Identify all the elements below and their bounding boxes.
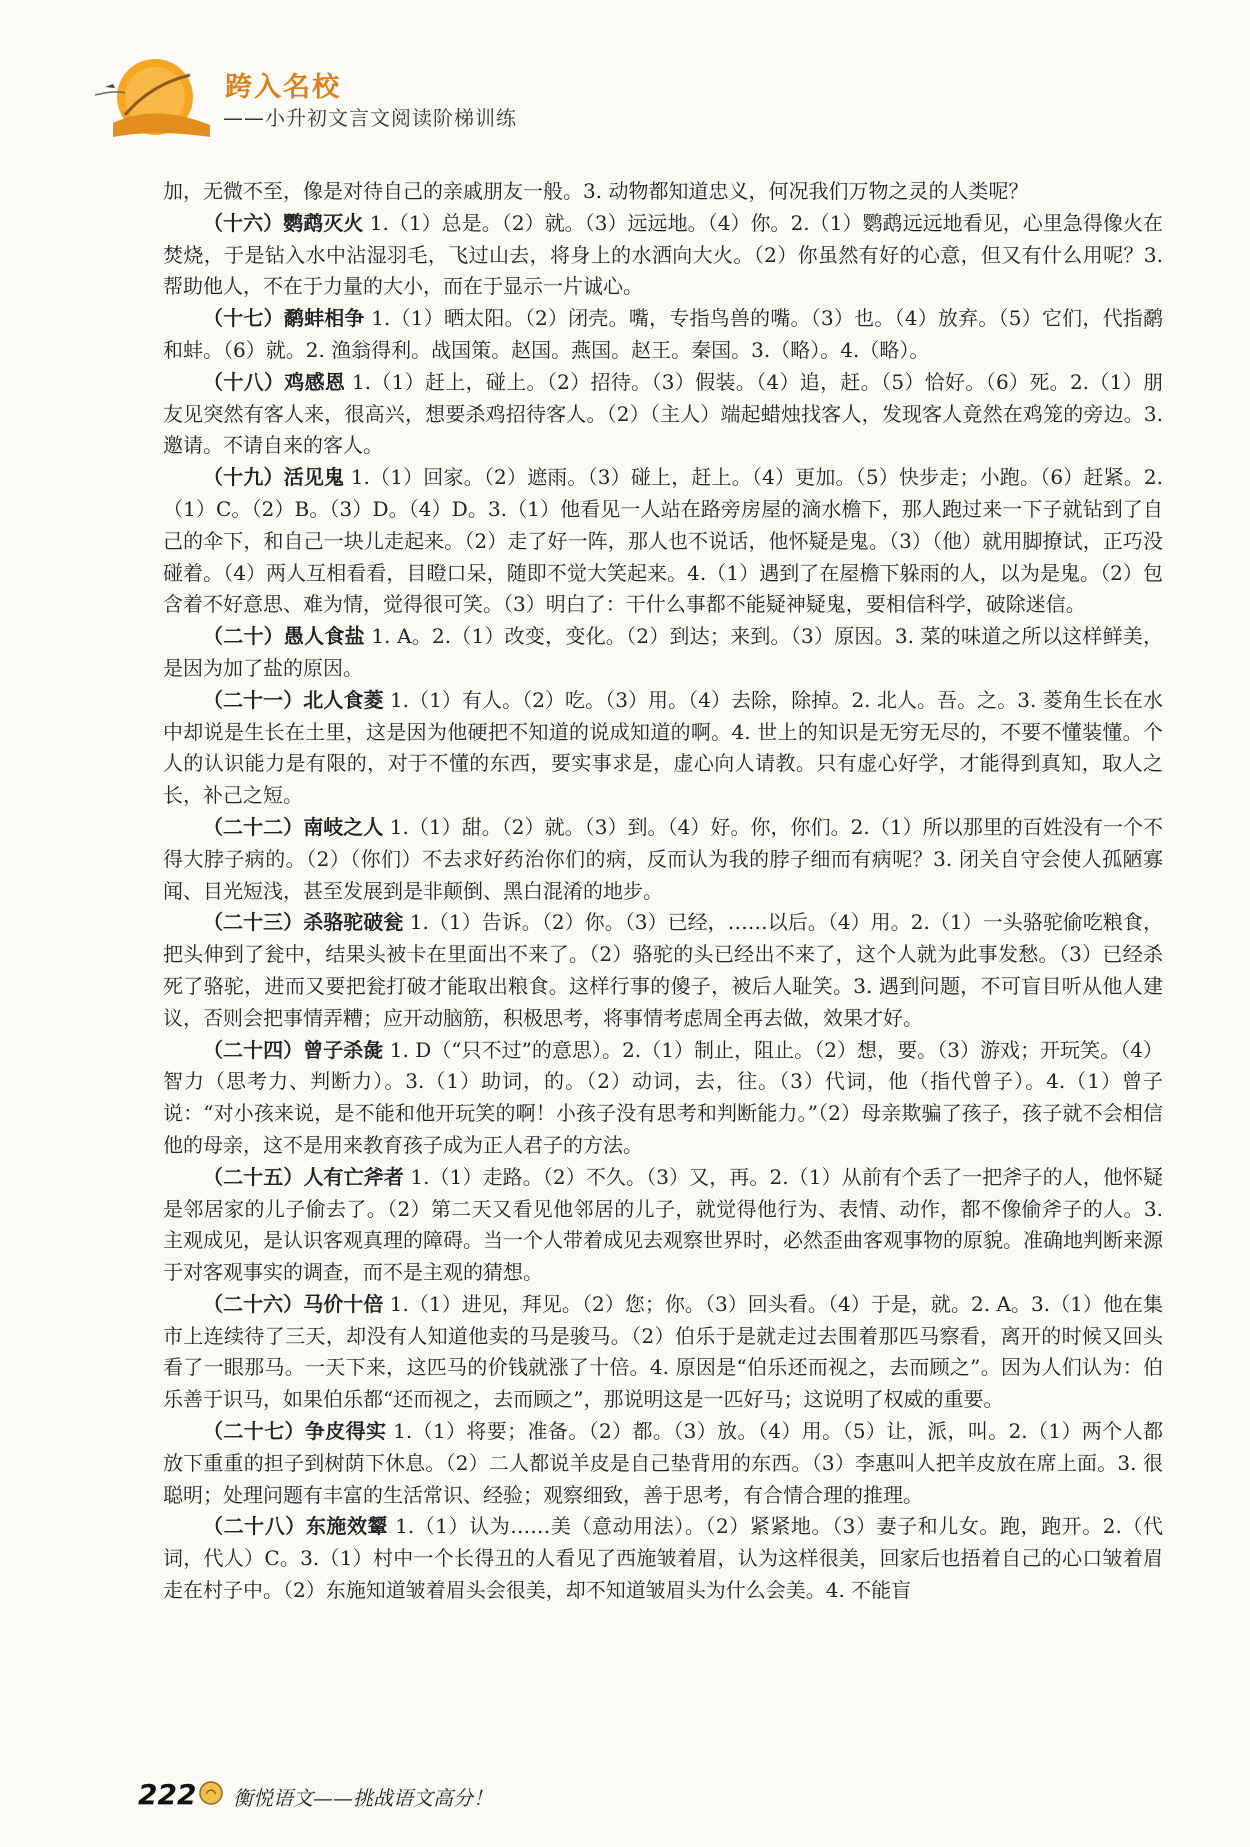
entry-heading: （十六）鹦鹉灭火 — [203, 210, 364, 235]
entry-heading: （二十二）南岐之人 — [203, 814, 384, 839]
answer-entry: （二十八）东施效颦 1.（1）认为……美（意动用法）。（2）紧紧地。（3）妻子和儿女。跑，跑开。2.（代词，代人）C。3.（1）村中一个长得丑的人看见了西施皱着眉，认为这样很美，回家后也捂着自己的心口皱着眉走在村子中。（2）东施知道皱着眉头会很美，却不知道皱眉头为什么会美。4. 不能盲 — [163, 1514, 1164, 1603]
answer-entry: （二十二）南岐之人 1.（1）甜。（2）就。（3）到。（4）好。你，你们。2.（1）所以那里的百姓没有一个不得大脖子病的。（2）（你们）不去求好药治你们的病，反而认为我的脖子细而有病呢？3. 闭关自守会使人孤陋寡闻、目光短浅，甚至发展到是非颠倒、黑白混淆的地步。 — [163, 814, 1164, 903]
answer-entry: （二十一）北人食菱 1.（1）有人。（2）吃。（3）用。（4）去除，除掉。2. 北人。吾。之。3. 菱角生长在水中却说是生长在土里，这是因为他硬把不知道的说成知道的啊。4. 世上的知识是无穷无尽的，不要不懂装懂。个人的认识能力是有限的，对于不懂的东西，要实事求是，虚心向人请教。只有虚心好学，才能得到真知，取人之长，补己之短。 — [163, 687, 1164, 808]
answer-entry: （二十）愚人食盐 1. A。2.（1）改变，变化。（2）到达；来到。（3）原因。3. 菜的味道之所以这样鲜美，是因为加了盐的原因。 — [163, 624, 1164, 680]
page-number: 222 — [138, 1778, 197, 1811]
entry-heading: （二十七）争皮得实 — [203, 1419, 387, 1444]
entry-continuation: 加，无微不至，像是对待自己的亲戚朋友一般。3. 动物都知道忠义，何况我们万物之灵的人类呢？ — [163, 179, 1029, 203]
entry-heading: （二十）愚人食盐 — [203, 624, 365, 649]
entry-heading: （二十四）曾子杀彘 — [203, 1037, 384, 1062]
entry-heading: （二十八）东施效颦 — [203, 1514, 389, 1539]
footer-slogan: 衡悦语文——挑战语文高分！ — [233, 1786, 493, 1810]
answer-content — [163, 176, 1163, 1607]
answer-entry: （十六）鹦鹉灭火 1.（1）总是。（2）就。（3）远远地。（4）你。2.（1）鹦鹉远远地看见，心里急得像火在焚烧，于是钻入水中沾湿羽毛，飞过山去，将身上的水洒向大火。（2）你虽然有好的心意，但又有什么用呢？3. 帮助他人，不在于力量的大小，而在于显示一片诚心。 — [163, 210, 1164, 299]
book-title: 跨入名校 — [225, 72, 341, 103]
answer-entry: （二十六）马价十倍 1.（1）进见，拜见。（2）您；你。（3）回头看。（4）于是，就。2. A。3.（1）他在集市上连续待了三天，却没有人知道他卖的马是骏马。（2）伯乐于是就走过去围着那匹马察看，离开的时候又回头看了一眼那马。一天下来，这匹马的价钱就涨了十倍。4. 原因是“伯乐还而视之，去而顾之”。因为人们认为：伯乐善于识马，如果伯乐都“还而视之，去而顾之”，那说明这是一匹好马；这说明了权威的重要。 — [163, 1291, 1164, 1412]
answer-entry: （十八）鸡感恩 1.（1）赶上，碰上。（2）招待。（3）假装。（4）追，赶。（5）恰好。（6）死。2.（1）朋友见突然有客人来，很高兴，想要杀鸡招待客人。（2）（主人）端起蜡烛找客人，发现客人竟然在鸡笼的旁边。3. 邀请。不请自来的客人。 — [163, 369, 1164, 458]
entry-heading: （十八）鸡感恩 — [203, 369, 346, 394]
answer-entry: （二十七）争皮得实 1.（1）将要；准备。（2）都。（3）放。（4）用。（5）让，派，叫。2.（1）两个人都放下重重的担子到树荫下休息。（2）二人都说羊皮是自己垫背用的东西。（3）李惠叫人把羊皮放在席上面。3. 很聪明；处理问题有丰富的生活常识、经验；观察细致，善于思考，有合情合理的推理。 — [163, 1419, 1163, 1507]
entry-heading: （二十三）杀骆驼破瓮 — [203, 910, 404, 935]
footer-logo-icon — [198, 1780, 224, 1806]
answer-entry: （二十三）杀骆驼破瓮 1.（1）告诉。（2）你。（3）已经，……以后。（4）用。2.（1）一头骆驼偷吃粮食，把头伸到了瓮中，结果头被卡在里面出不来了。（2）骆驼的头已经出不来了，这个人就为此事发愁。（3）已经杀死了骆驼，进而又要把瓮打破才能取出粮食。这样行事的傻子，被后人耻笑。3. 遇到问题，不可盲目听从他人建议，否则会把事情弄糟；应开动脑筋，积极思考，将事情考虑周全再去做，效果才好。 — [163, 910, 1164, 1030]
entry-heading: （二十五）人有亡斧者 — [203, 1164, 404, 1189]
entry-heading: （十七）鹬蚌相争 — [203, 306, 365, 331]
page-header — [95, 45, 615, 155]
entry-heading: （二十一）北人食菱 — [203, 687, 384, 712]
answer-entry: （二十五）人有亡斧者 1.（1）走路。（2）不久。（3）又，再。2.（1）从前有个丢了一把斧子的人，他怀疑是邻居家的儿子偷去了。（2）第二天又看见他邻居的儿子，就觉得他行为、表情、动作，都不像偷斧子的人。3. 主观成见，是认识客观真理的障碍。当一个人带着成见去观察世界时，必然歪曲客观事物的原貌。准确地判断来源于对客观事实的调查，而不是主观的猜想。 — [163, 1164, 1164, 1285]
answer-entry: （十七）鹬蚌相争 1.（1）晒太阳。（2）闭壳。嘴，专指鸟兽的嘴。（3）也。（4）放弃。（5）它们，代指鹬和蚌。（6）就。2. 渔翁得利。战国策。赵国。燕国。赵王。秦国。3.（略）。4.（略）。 — [163, 306, 1163, 362]
entry-heading: （十九）活见鬼 — [203, 465, 345, 490]
book-subtitle: ——小升初文言文阅读阶梯训练 — [223, 106, 517, 130]
answer-entry: （二十四）曾子杀彘 1. D（“只不过”的意思）。2.（1）制止，阻止。（2）想，要。（3）游戏；开玩笑。（4）智力（思考力、判断力）。3.（1）助词，的。（2）动词，去，往。（3）代词，他（指代曾子）。4.（1）曾子说：“对小孩来说，是不能和他开玩笑的啊！小孩子没有思考和判断能力。”（2）母亲欺骗了孩子，孩子就不会相信他的母亲，这不是用来教育孩子成为正人君子的方法。 — [163, 1037, 1164, 1157]
entry-heading: （二十六）马价十倍 — [203, 1291, 384, 1316]
answer-entry: （十九）活见鬼 1.（1）回家。（2）遮雨。（3）碰上，赶上。（4）更加。（5）快步走；小跑。（6）赶紧。2.（1）C。（2）B。（3）D。（4）D。3.（1）他看见一人站在路旁房屋的滴水檐下，那人跑过来一下子就钻到了自己的伞下，和自己一块儿走起来。（2）走了好一阵，那人也不说话，他怀疑是鬼。（3）（他）就用脚撩试，正巧没碰着。（4）两人互相看看，目瞪口呆，随即不觉大笑起来。4.（1）遇到了在屋檐下躲雨的人，以为是鬼。（2）包含着不好意思、难为情，觉得很可笑。（3）明白了：干什么事都不能疑神疑鬼，要相信科学，破除迷信。 — [163, 465, 1164, 617]
